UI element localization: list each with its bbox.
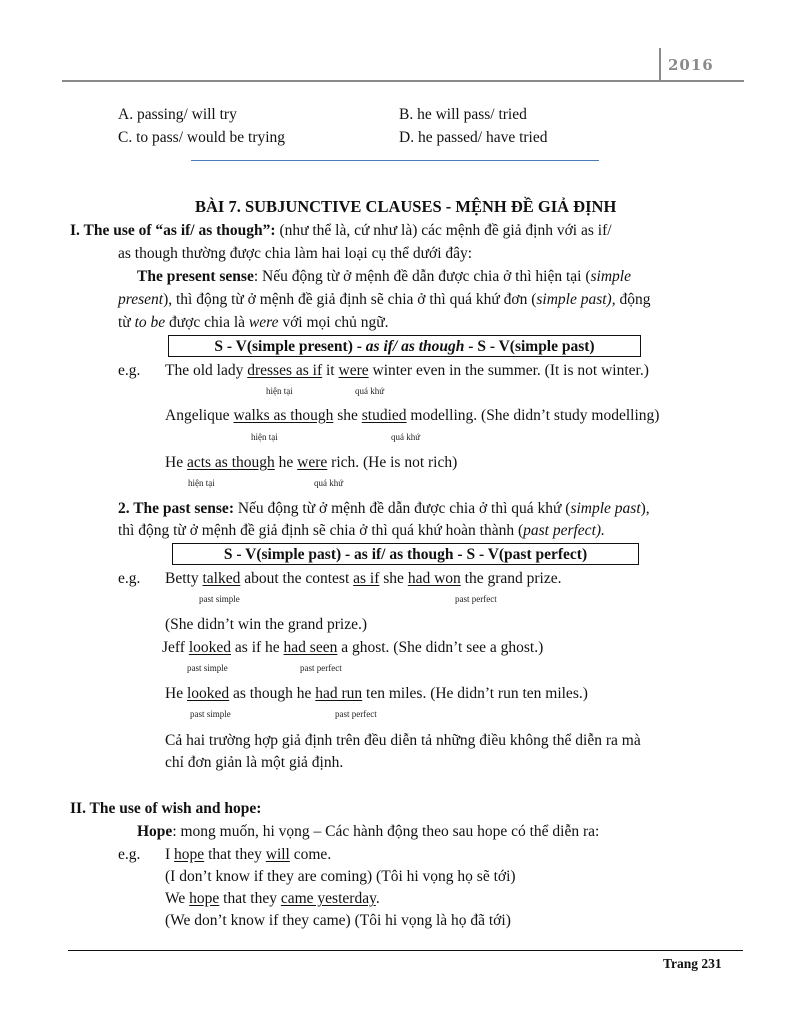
past-ex2-note-perfect: past perfect (300, 663, 342, 673)
past-example-1 (165, 569, 561, 589)
present-example-2 (165, 406, 659, 426)
ex-text: I (165, 846, 175, 863)
ex-text: Betty (165, 570, 203, 587)
present-line3 (118, 313, 388, 333)
present-l2c: simple past), (536, 291, 616, 308)
ex-verb-main: acts as though (186, 454, 275, 471)
ex-text: as though he (229, 685, 316, 702)
present-l2d: động (615, 291, 651, 308)
present-ex1-note-past: quá khứ (355, 386, 385, 396)
past-ex3-note-perfect: past perfect (335, 709, 377, 719)
option-b: B. he will pass/ tried (399, 106, 527, 123)
present-l1a: : Nếu động từ ở mệnh đề dẫn được chia ở thì hiện tại ( (253, 268, 591, 285)
ex-text: as if he (231, 639, 284, 656)
hope-label: Hope (137, 823, 173, 840)
present-l3b: to be (134, 314, 166, 331)
hope-example-2-note: (We don’t know if they came) (Tôi hi vọng là họ đã tới) (165, 912, 511, 929)
ex-text: He (165, 454, 187, 471)
past-label: . The past sense: (125, 500, 234, 517)
present-label: The present sense (137, 268, 254, 285)
present-ex2-note-present: hiện tại (251, 432, 278, 442)
past-ex1-note-simple: past simple (199, 594, 240, 604)
past-ex2-note-simple: past simple (187, 663, 228, 673)
present-line1 (137, 267, 631, 287)
hope-example-2 (165, 889, 380, 909)
header-tick (659, 48, 661, 80)
ex-text: rich. (He is not rich) (327, 454, 458, 471)
hope-example-1-note: (I don’t know if they are coming) (Tôi hi vọng họ sẽ tới) (165, 868, 516, 885)
lesson-title: BÀI 7. SUBJUNCTIVE CLAUSES - MỆNH ĐỀ GIẢ ĐỊNH (195, 197, 617, 216)
section1-heading: I. The use of “as if/ as though”: (70, 222, 276, 239)
ex-verb-main: dresses as if (247, 362, 323, 379)
present-l3d: were (248, 314, 279, 331)
past-num: 2 (118, 500, 126, 517)
ex-text: He (165, 685, 187, 702)
ex-verb-sub: had won (407, 570, 461, 587)
past-l2a: thì động từ ở mệnh đề giả định sẽ chia ở thì quá khứ hoàn thành ( (118, 522, 524, 539)
ex-verb-main: talked (202, 570, 241, 587)
ex-text: a ghost. (She didn’t see a ghost.) (337, 639, 544, 656)
ex-verb-main: looked (188, 639, 232, 656)
ex-verb-main: hope (174, 846, 205, 863)
ex-text: We (165, 890, 190, 907)
present-l3a: từ (118, 314, 135, 331)
present-eg-label: e.g. (118, 362, 141, 379)
ex-verb-sub: studied (361, 407, 407, 424)
present-formula-a: S - V(simple present) - (214, 338, 366, 355)
past-eg-label: e.g. (118, 570, 141, 587)
present-formula-b: as if/ as though (365, 338, 465, 355)
past-line2 (118, 521, 605, 541)
ex-verb-sub: will (265, 846, 290, 863)
section-divider (191, 160, 599, 161)
hope-rest: : mong muốn, hi vọng – Các hành động theo sau hope có thể diễn ra: (172, 823, 600, 840)
ex-text: she (333, 407, 362, 424)
ex-text: she (379, 570, 408, 587)
option-d: D. he passed/ have tried (399, 129, 548, 146)
section2-eg-label: e.g. (118, 846, 141, 863)
hope-example-1 (165, 845, 331, 865)
present-formula-c: - S - V(simple past) (464, 338, 595, 355)
section2-heading: II. The use of wish and hope: (70, 800, 262, 817)
ex-verb-main: looked (186, 685, 230, 702)
past-formula-box: S - V(simple past) - as if/ as though - S - V(past perfect) (172, 543, 639, 565)
ex-text: about the contest (240, 570, 354, 587)
ex-verb-sub: came yesterday (280, 890, 376, 907)
ex-text: modelling. (She didn’t study modelling) (406, 407, 660, 424)
ex-verb-main: walks as though (233, 407, 334, 424)
footer-rule (68, 950, 743, 951)
past-ex1-note: (She didn’t win the grand prize.) (165, 616, 368, 633)
section1-heading-line (70, 221, 612, 241)
present-l2b: ), thì động từ ở mệnh đề giả định sẽ chia ở thì quá khứ đơn ( (163, 291, 537, 308)
ex-verb-sub: had run (315, 685, 363, 702)
present-formula-box (168, 335, 641, 357)
ex-text: Angelique (165, 407, 234, 424)
ex-verb-main: hope (189, 890, 220, 907)
present-ex3-note-past: quá khứ (314, 478, 344, 488)
option-c: C. to pass/ would be trying (118, 129, 286, 146)
page-number: Trang 231 (663, 956, 722, 971)
past-summary-2: chỉ đơn giản là một giả định. (165, 754, 344, 771)
header-year: 2016 (668, 56, 714, 74)
present-l1b: simple (590, 268, 631, 285)
ex-text: the grand prize. (460, 570, 562, 587)
ex-text: . (375, 890, 380, 907)
hope-line (137, 822, 599, 842)
present-l3e: với mọi chủ ngữ. (278, 314, 389, 331)
past-summary-1: Cả hai trường hợp giả định trên đều diễn tả những điều không thể diễn ra mà (165, 732, 641, 749)
ex-text: The old lady (165, 362, 248, 379)
ex-text: that they (204, 846, 266, 863)
ex-text: that they (219, 890, 281, 907)
header-rule (62, 80, 744, 82)
past-ex1-note-perfect: past perfect (455, 594, 497, 604)
ex-text: he (274, 454, 298, 471)
present-ex3-note-present: hiện tại (188, 478, 215, 488)
present-ex1-note-present: hiện tại (266, 386, 293, 396)
section1-heading-rest: (như thể là, cứ như là) các mệnh đề giả định với as if/ (275, 222, 612, 239)
present-l3c: được chia là (165, 314, 249, 331)
ex-text: it (322, 362, 339, 379)
ex-verb-sub: had seen (283, 639, 338, 656)
past-line1 (118, 499, 650, 519)
ex-text: Jeff (162, 639, 189, 656)
present-example-3 (165, 453, 457, 473)
past-l1a: Nếu động từ ở mệnh đề dẫn được chia ở thì quá khứ ( (233, 500, 571, 517)
ex-verb-sub: were (297, 454, 328, 471)
past-l1b: simple past (570, 500, 641, 517)
ex-text: come. (289, 846, 332, 863)
past-ex3-note-simple: past simple (190, 709, 231, 719)
ex-text: winter even in the summer. (It is not winter.) (368, 362, 649, 379)
present-ex2-note-past: quá khứ (391, 432, 421, 442)
ex-verb-sub: were (338, 362, 369, 379)
option-a: A. passing/ will try (118, 106, 237, 123)
past-l1c: ), (640, 500, 650, 517)
past-example-3 (165, 684, 588, 704)
present-l2a: present (118, 291, 164, 308)
section1-line2: as though thường được chia làm hai loại cụ thể dưới đây: (118, 245, 473, 262)
present-line2 (118, 290, 650, 310)
past-l2b: past perfect). (523, 522, 605, 539)
ex-connector: as if (353, 570, 380, 587)
ex-text: ten miles. (He didn’t run ten miles.) (362, 685, 588, 702)
past-example-2 (162, 638, 543, 658)
present-example-1 (165, 361, 649, 381)
